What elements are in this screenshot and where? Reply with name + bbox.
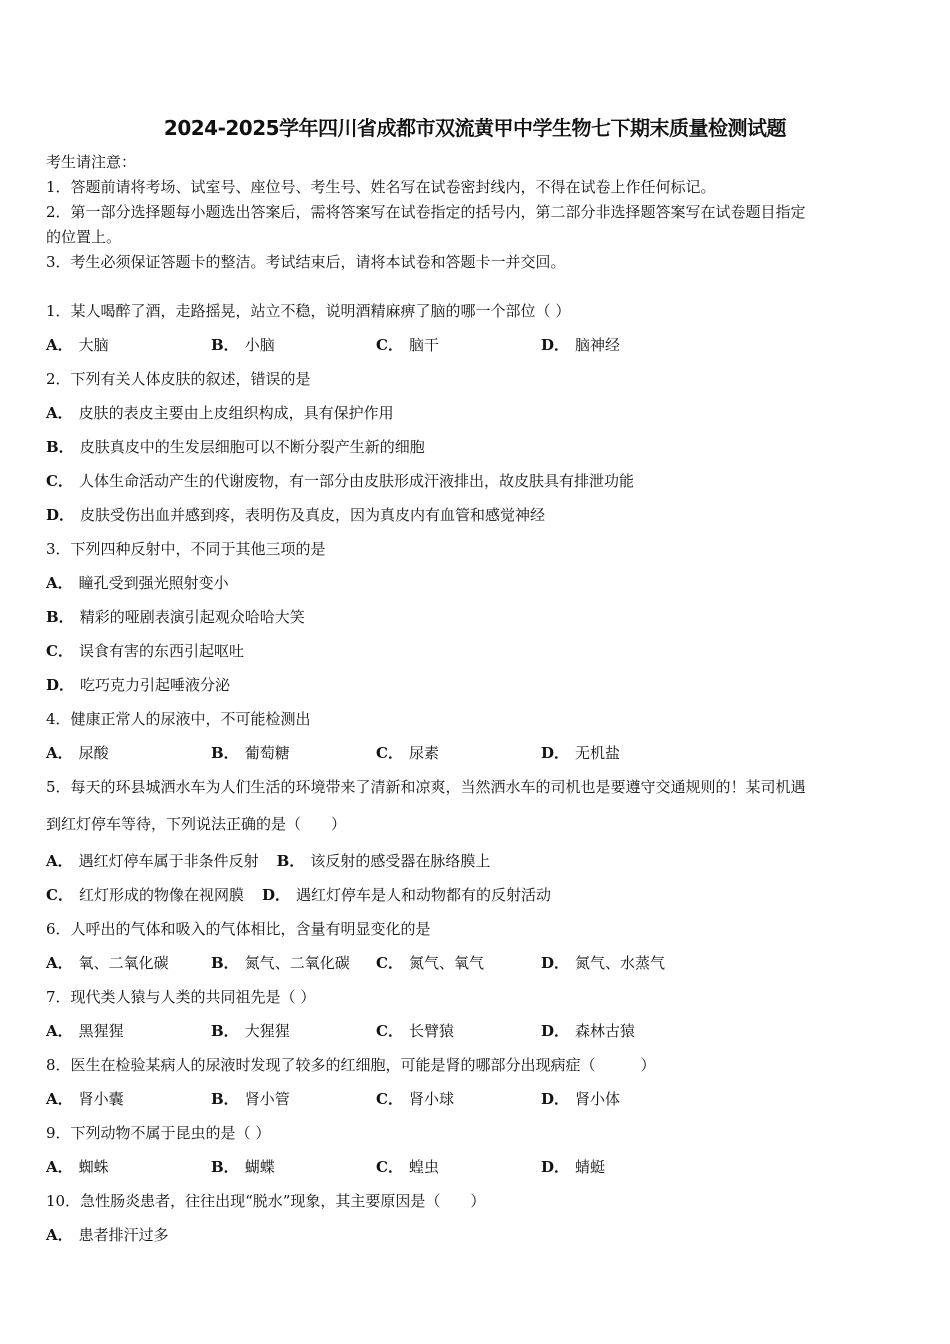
option-text: 脑神经 xyxy=(575,336,621,354)
notice-item: 3．考生必须保证答题卡的整洁。考试结束后，请将本试卷和答题卡一并交回。 xyxy=(46,253,566,271)
question-stem: 10．急性肠炎患者，往往出现“脱水”现象，其主要原因是（ ） xyxy=(46,1192,486,1210)
option-text: 大脑 xyxy=(78,336,109,354)
page-title: 2024-2025学年四川省成都市双流黄甲中学生物七下期末质量检测试题 xyxy=(163,116,787,140)
option-letter: D． xyxy=(541,744,570,762)
answer-option xyxy=(376,331,541,359)
options-row xyxy=(46,1221,906,1255)
question-stem: 7．现代类人猿与人类的共同祖先是（ ） xyxy=(46,988,316,1006)
option-letter: D． xyxy=(261,886,290,904)
option-text: 葡萄糖 xyxy=(244,744,290,762)
options-row xyxy=(46,331,906,365)
question-stem: 5．每天的环县城洒水车为人们生活的环境带来了清新和凉爽，当然洒水车的司机也是要遵守交通规则的！某司机遇 xyxy=(46,778,806,796)
options-row xyxy=(46,433,906,467)
answer-option xyxy=(376,1153,541,1181)
option-letter: D． xyxy=(46,506,75,524)
answer-option xyxy=(211,331,376,359)
option-letter: D． xyxy=(541,1158,570,1176)
options-row xyxy=(46,949,906,983)
exam-notice xyxy=(46,150,906,275)
options-row xyxy=(46,847,906,881)
options-row xyxy=(46,569,906,603)
options-row xyxy=(46,671,906,705)
option-letter: A． xyxy=(46,574,73,592)
option-text: 肾小球 xyxy=(408,1090,454,1108)
option-letter: D． xyxy=(541,1090,570,1108)
option-text: 氮气、水蒸气 xyxy=(575,954,666,972)
options-row xyxy=(46,603,906,637)
option-letter: D． xyxy=(46,676,75,694)
answer-option xyxy=(541,1017,706,1045)
answer-option xyxy=(376,739,541,767)
option-text: 遇红灯停车是人和动物都有的反射活动 xyxy=(295,886,551,904)
answer-option xyxy=(211,949,376,977)
option-letter: C． xyxy=(376,1022,403,1040)
answer-option xyxy=(46,331,211,359)
option-letter: A． xyxy=(46,1226,73,1244)
options-row xyxy=(46,501,906,535)
notice-item: 的位置上。 xyxy=(46,228,122,246)
option-text: 尿素 xyxy=(408,744,439,762)
option-text: 蜘蛛 xyxy=(78,1158,109,1176)
option-letter: A． xyxy=(46,744,73,762)
option-letter: B． xyxy=(211,744,239,762)
option-text: 人体生命活动产生的代谢废物，有一部分由皮肤形成汗液排出，故皮肤具有排泄功能 xyxy=(78,472,634,490)
option-text: 皮肤真皮中的生发层细胞可以不断分裂产生新的细胞 xyxy=(79,438,425,456)
option-letter: A． xyxy=(46,1158,73,1176)
answer-option xyxy=(211,1085,376,1113)
options-row xyxy=(46,1017,906,1051)
answer-option xyxy=(46,506,545,524)
answer-option xyxy=(541,739,706,767)
option-letter: D． xyxy=(541,954,570,972)
question-list xyxy=(46,297,906,1255)
answer-option xyxy=(541,331,706,359)
question-stem: 2．下列有关人体皮肤的叙述，错误的是 xyxy=(46,370,311,388)
answer-option xyxy=(262,886,551,904)
option-letter: C． xyxy=(376,954,403,972)
option-text: 瞳孔受到强光照射变小 xyxy=(78,574,229,592)
question-stem: 4．健康正常人的尿液中，不可能检测出 xyxy=(46,710,311,728)
answer-option xyxy=(376,1017,541,1045)
answer-option xyxy=(46,608,305,626)
option-letter: C． xyxy=(376,744,403,762)
option-letter: B． xyxy=(211,1158,239,1176)
answer-option xyxy=(46,642,244,660)
answer-option xyxy=(46,676,230,694)
option-text: 肾小体 xyxy=(575,1090,621,1108)
answer-option xyxy=(541,1153,706,1181)
option-text: 蜻蜓 xyxy=(575,1158,606,1176)
options-row xyxy=(46,1153,906,1187)
answer-option xyxy=(211,739,376,767)
option-letter: A． xyxy=(46,1090,73,1108)
option-text: 氮气、二氧化碳 xyxy=(244,954,350,972)
option-text: 遇红灯停车属于非条件反射 xyxy=(78,852,259,870)
option-letter: A． xyxy=(46,404,73,422)
answer-option xyxy=(46,472,634,490)
option-text: 精彩的哑剧表演引起观众哈哈大笑 xyxy=(79,608,305,626)
option-text: 蝴蝶 xyxy=(244,1158,275,1176)
option-letter: B． xyxy=(276,852,305,870)
option-text: 肾小管 xyxy=(244,1090,290,1108)
option-text: 皮肤受伤出血并感到疼，表明伤及真皮，因为真皮内有血管和感觉神经 xyxy=(80,506,546,524)
option-letter: C． xyxy=(46,642,73,660)
options-row xyxy=(46,881,906,915)
question-stem: 9．下列动物不属于昆虫的是（ ） xyxy=(46,1124,271,1142)
option-letter: B． xyxy=(211,1022,239,1040)
option-text: 皮肤的表皮主要由上皮组织构成，具有保护作用 xyxy=(78,404,394,422)
question-stem: 8．医生在检验某病人的尿液时发现了较多的红细胞，可能是肾的哪部分出现病症（ ） xyxy=(46,1056,656,1074)
option-letter: A． xyxy=(46,1022,73,1040)
option-text: 肾小囊 xyxy=(78,1090,124,1108)
option-letter: A． xyxy=(46,954,73,972)
answer-option xyxy=(46,886,244,904)
answer-option xyxy=(376,949,541,977)
option-letter: B． xyxy=(46,438,74,456)
question-stem: 6．人呼出的气体和吸入的气体相比，含量有明显变化的是 xyxy=(46,920,431,938)
answer-option xyxy=(277,852,491,870)
notice-item: 1．答题前请将考场、试室号、座位号、考生号、姓名写在试卷密封线内，不得在试卷上作任何标记。 xyxy=(46,178,716,196)
option-letter: C． xyxy=(376,1158,403,1176)
notice-heading: 考生请注意： xyxy=(46,153,137,171)
notice-item: 2．第一部分选择题每小题选出答案后，需将答案写在试卷指定的括号内，第二部分非选择题答案写在试卷题目指定 xyxy=(46,203,806,221)
answer-option xyxy=(46,1017,211,1045)
answer-option xyxy=(211,1153,376,1181)
option-text: 蝗虫 xyxy=(408,1158,439,1176)
answer-option xyxy=(541,949,706,977)
option-text: 脑干 xyxy=(408,336,439,354)
option-text: 误食有害的东西引起呕吐 xyxy=(78,642,244,660)
question-stem: 1．某人喝醉了酒，走路摇晃，站立不稳，说明酒精麻痹了脑的哪一个部位（ ） xyxy=(46,302,571,320)
answer-option xyxy=(46,438,425,456)
option-text: 患者排汗过多 xyxy=(78,1226,169,1244)
answer-option xyxy=(46,1226,169,1244)
answer-option xyxy=(46,574,229,592)
options-row xyxy=(46,467,906,501)
option-letter: C． xyxy=(376,1090,403,1108)
answer-option xyxy=(46,949,211,977)
option-text: 长臂猿 xyxy=(408,1022,454,1040)
options-row xyxy=(46,399,906,433)
option-letter: B． xyxy=(211,954,239,972)
option-letter: D． xyxy=(541,336,570,354)
answer-option xyxy=(46,404,394,422)
answer-option xyxy=(46,1085,211,1113)
option-letter: A． xyxy=(46,852,73,870)
answer-option xyxy=(46,1153,211,1181)
option-letter: C． xyxy=(46,472,73,490)
options-row xyxy=(46,1085,906,1119)
option-text: 小脑 xyxy=(244,336,275,354)
option-text: 氮气、氧气 xyxy=(408,954,484,972)
answer-option xyxy=(46,852,259,870)
option-text: 森林古猿 xyxy=(575,1022,636,1040)
option-letter: B． xyxy=(211,1090,239,1108)
option-letter: B． xyxy=(211,336,239,354)
option-text: 红灯形成的物像在视网膜 xyxy=(78,886,244,904)
answer-option xyxy=(541,1085,706,1113)
option-text: 该反射的感受器在脉络膜上 xyxy=(310,852,491,870)
option-letter: A． xyxy=(46,336,73,354)
options-row xyxy=(46,739,906,773)
option-text: 尿酸 xyxy=(78,744,109,762)
answer-option xyxy=(46,739,211,767)
options-row xyxy=(46,637,906,671)
question-stem-continued: 到红灯停车等待，下列说法正确的是（ ） xyxy=(46,815,347,833)
option-letter: C． xyxy=(46,886,73,904)
option-text: 氧、二氧化碳 xyxy=(78,954,169,972)
option-letter: C． xyxy=(376,336,403,354)
option-text: 吃巧克力引起唾液分泌 xyxy=(80,676,231,694)
option-letter: D． xyxy=(541,1022,570,1040)
option-text: 无机盐 xyxy=(575,744,621,762)
answer-option xyxy=(376,1085,541,1113)
option-letter: B． xyxy=(46,608,74,626)
answer-option xyxy=(211,1017,376,1045)
option-text: 黑猩猩 xyxy=(78,1022,124,1040)
question-stem: 3．下列四种反射中，不同于其他三项的是 xyxy=(46,540,326,558)
option-text: 大猩猩 xyxy=(244,1022,290,1040)
